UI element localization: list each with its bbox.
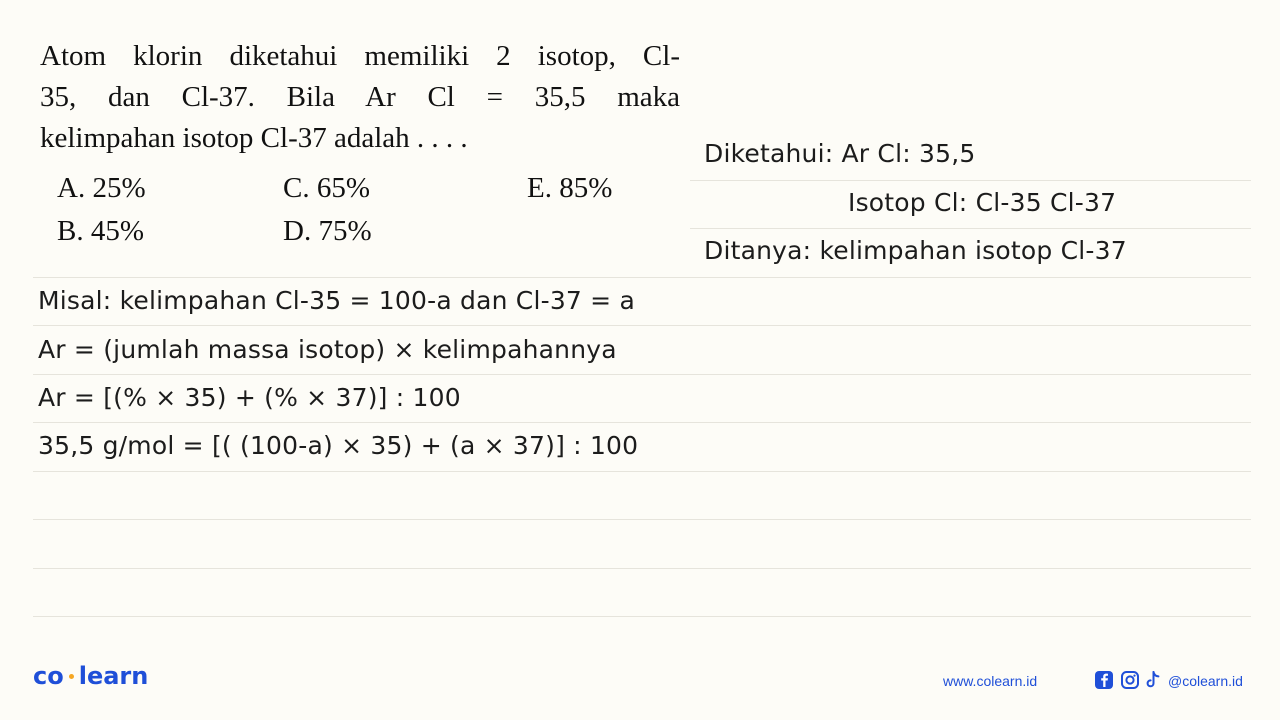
solution-line-2: Ar = (jumlah massa isotop) × kelimpahannya xyxy=(38,335,617,364)
ruled-line xyxy=(33,616,1251,617)
logo-dot xyxy=(69,674,74,679)
colearn-logo xyxy=(33,662,148,690)
option-e: E. 85% xyxy=(527,172,613,204)
ruled-line xyxy=(33,422,1251,423)
known-isotopes: Isotop Cl: Cl-35 Cl-37 xyxy=(848,188,1117,217)
question-line-2: 35, dan Cl-37. Bila Ar Cl = 35,5 maka xyxy=(40,81,680,113)
option-c: C. 65% xyxy=(283,172,370,204)
logo-co: co xyxy=(33,662,64,690)
question-text xyxy=(40,36,680,159)
known-label: Diketahui: Ar Cl: 35,5 xyxy=(704,139,976,168)
option-b: B. 45% xyxy=(57,215,144,247)
solution-line-1: Misal: kelimpahan Cl-35 = 100-a dan Cl-37 = a xyxy=(38,286,635,315)
question-line-3: kelimpahan isotop Cl-37 adalah . . . . xyxy=(40,122,468,154)
ruled-line xyxy=(33,568,1251,569)
solution-line-3: Ar = [(% × 35) + (% × 37)] : 100 xyxy=(38,383,461,412)
tiktok-icon[interactable] xyxy=(1144,669,1162,691)
question-line-1: Atom klorin diketahui memiliki 2 isotop, Cl- xyxy=(40,40,680,72)
option-a: A. 25% xyxy=(57,172,146,204)
asked-label: Ditanya: kelimpahan isotop Cl-37 xyxy=(704,236,1127,265)
instagram-icon[interactable] xyxy=(1120,669,1140,691)
ruled-line xyxy=(33,325,1251,326)
option-d: D. 75% xyxy=(283,215,372,247)
ruled-line xyxy=(690,180,1251,181)
social-handle[interactable]: @colearn.id xyxy=(1168,673,1243,689)
ruled-line xyxy=(33,374,1251,375)
website-link[interactable]: www.colearn.id xyxy=(943,673,1038,689)
logo-learn: learn xyxy=(78,662,149,690)
ruled-line xyxy=(33,471,1251,472)
facebook-icon[interactable] xyxy=(1094,669,1114,691)
ruled-line xyxy=(690,228,1251,229)
solution-line-4: 35,5 g/mol = [( (100-a) × 35) + (a × 37)] : 100 xyxy=(38,431,639,460)
ruled-line xyxy=(33,519,1251,520)
ruled-line xyxy=(33,277,1251,278)
